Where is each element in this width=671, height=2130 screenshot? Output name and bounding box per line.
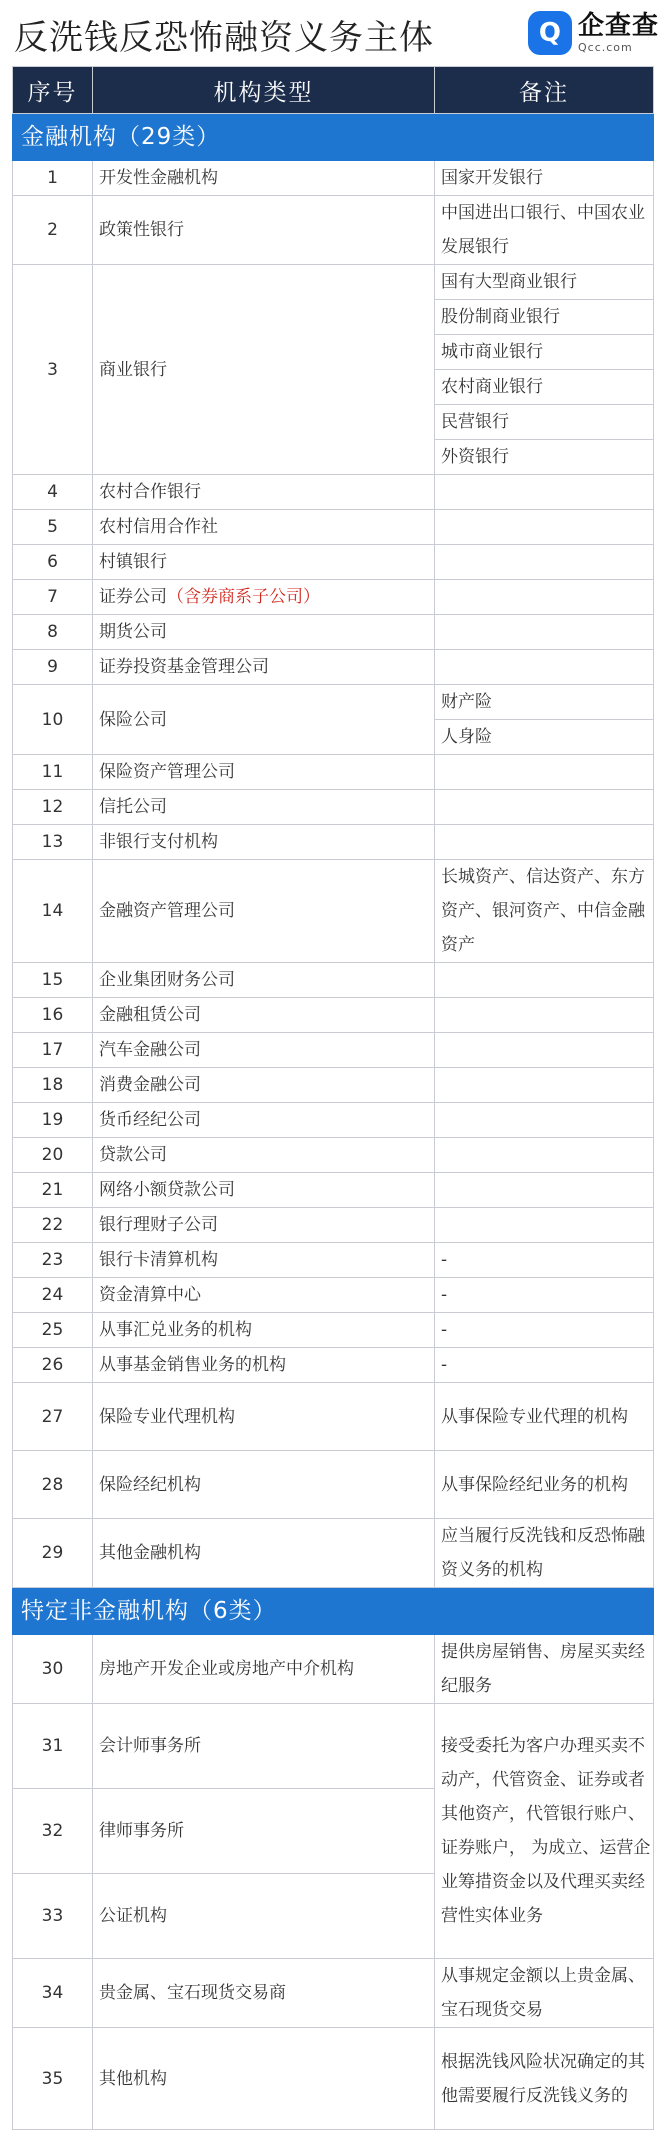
table-row [13, 1383, 654, 1451]
row-type [93, 1874, 435, 1959]
row-type-label: 金融租赁公司 [99, 1005, 201, 1025]
row-type [93, 1959, 435, 2028]
table-row [13, 1704, 654, 1789]
entities-table [12, 66, 654, 2130]
row-number: 23 [13, 1243, 93, 1278]
row-number: 24 [13, 1278, 93, 1313]
row-type-label: 证券投资基金管理公司 [99, 657, 269, 677]
row-type [93, 1313, 435, 1348]
row-note [435, 1103, 654, 1138]
row-type [93, 265, 435, 475]
table-row [13, 545, 654, 580]
row-type-label: 银行卡清算机构 [99, 1250, 218, 1270]
row-type [93, 1348, 435, 1383]
row-type-label: 信托公司 [99, 797, 167, 817]
section-header [13, 1588, 654, 1635]
row-number: 15 [13, 963, 93, 998]
table-row [13, 998, 654, 1033]
row-type [93, 545, 435, 580]
row-note [435, 755, 654, 790]
row-note [435, 615, 654, 650]
row-note-item: 外资银行 [441, 447, 509, 467]
row-type [93, 755, 435, 790]
row-type [93, 1243, 435, 1278]
table-row [13, 2028, 654, 2130]
row-type-label: 村镇银行 [99, 552, 167, 572]
table-row [13, 580, 654, 615]
table-row [13, 1451, 654, 1519]
header-notes: 备注 [435, 67, 654, 114]
row-note-item: 人身险 [441, 727, 492, 747]
row-note [435, 1033, 654, 1068]
row-type [93, 1138, 435, 1173]
row-type [93, 1451, 435, 1519]
row-note: 从事规定金额以上贵金属、宝石现货交易 [435, 1959, 654, 2028]
row-type-label: 保险资产管理公司 [99, 762, 235, 782]
row-type-label: 公证机构 [99, 1906, 167, 1926]
table-row [13, 790, 654, 825]
table-row [13, 615, 654, 650]
row-type [93, 825, 435, 860]
row-number: 19 [13, 1103, 93, 1138]
row-number: 1 [13, 161, 93, 196]
table-row [13, 265, 654, 475]
row-note: 从事保险经纪业务的机构 [435, 1451, 654, 1519]
section-title: 特定非金融机构（6类） [13, 1588, 654, 1635]
row-type-label: 农村合作银行 [99, 482, 201, 502]
row-number: 20 [13, 1138, 93, 1173]
row-note [435, 1138, 654, 1173]
row-note [435, 998, 654, 1033]
row-number: 26 [13, 1348, 93, 1383]
row-note [435, 475, 654, 510]
row-note [435, 790, 654, 825]
row-note [435, 1173, 654, 1208]
row-number: 13 [13, 825, 93, 860]
row-note: 根据洗钱风险状况确定的其他需要履行反洗钱义务的 [435, 2028, 654, 2130]
row-type-label: 网络小额贷款公司 [99, 1180, 235, 1200]
row-type-label: 商业银行 [99, 359, 167, 380]
row-type [93, 161, 435, 196]
table-row [13, 510, 654, 545]
row-notes [435, 265, 654, 475]
row-note [435, 580, 654, 615]
table-row [13, 825, 654, 860]
table-row [13, 161, 654, 196]
row-type [93, 650, 435, 685]
row-type [93, 1068, 435, 1103]
table-row [13, 1033, 654, 1068]
row-note-item: 财产险 [435, 685, 653, 720]
table-row [13, 1138, 654, 1173]
row-type [93, 1704, 435, 1789]
table-row [13, 1348, 654, 1383]
row-number: 10 [13, 685, 93, 755]
row-type-label: 保险经纪机构 [99, 1474, 201, 1495]
row-type [93, 475, 435, 510]
table-row [13, 1313, 654, 1348]
table-row [13, 650, 654, 685]
row-number: 27 [13, 1383, 93, 1451]
row-number: 12 [13, 790, 93, 825]
row-type-label: 会计师事务所 [99, 1736, 201, 1756]
row-number: 11 [13, 755, 93, 790]
table-row [13, 1243, 654, 1278]
row-type-label: 其他机构 [99, 2068, 167, 2089]
row-type [93, 790, 435, 825]
table-row [13, 1278, 654, 1313]
row-number: 30 [13, 1635, 93, 1704]
row-number: 2 [13, 196, 93, 265]
row-note-item: 城市商业银行 [435, 335, 653, 370]
row-type-label: 汽车金融公司 [99, 1040, 201, 1060]
row-note [435, 1068, 654, 1103]
table-row [13, 755, 654, 790]
row-number: 8 [13, 615, 93, 650]
row-number: 6 [13, 545, 93, 580]
qcc-logo-icon: Q [528, 11, 572, 55]
row-note: 国家开发银行 [435, 161, 654, 196]
row-note: 提供房屋销售、房屋买卖经纪服务 [435, 1635, 654, 1704]
row-type [93, 1278, 435, 1313]
row-note: 中国进出口银行、中国农业发展银行 [435, 196, 654, 265]
row-type [93, 580, 435, 615]
row-type [93, 998, 435, 1033]
row-type [93, 1173, 435, 1208]
row-number: 35 [13, 2028, 93, 2130]
row-type-label: 其他金融机构 [99, 1543, 201, 1563]
row-note: - [435, 1348, 654, 1383]
row-note: 长城资产、信达资产、东方资产、银河资产、中信金融资产 [435, 860, 654, 963]
row-number: 7 [13, 580, 93, 615]
row-note-item: 农村商业银行 [435, 370, 653, 405]
row-number: 9 [13, 650, 93, 685]
row-note: - [435, 1243, 654, 1278]
row-number: 25 [13, 1313, 93, 1348]
table-row [13, 196, 654, 265]
table-row [13, 1635, 654, 1704]
row-type [93, 2028, 435, 2130]
row-number: 21 [13, 1173, 93, 1208]
logo-domain: Qcc.com [577, 41, 633, 54]
row-note: 应当履行反洗钱和反恐怖融资义务的机构 [435, 1519, 654, 1588]
row-number: 16 [13, 998, 93, 1033]
row-type-highlight: （含券商系子公司） [167, 587, 320, 607]
table-row [13, 1519, 654, 1588]
section-header [13, 114, 654, 161]
row-type-label: 贵金属、宝石现货交易商 [99, 1983, 286, 2003]
row-number: 22 [13, 1208, 93, 1243]
header-type: 机构类型 [93, 67, 435, 114]
row-note: - [435, 1278, 654, 1313]
row-note [435, 510, 654, 545]
row-type [93, 1519, 435, 1588]
row-number: 34 [13, 1959, 93, 2028]
header-num: 序号 [13, 67, 93, 114]
row-type-label: 消费金融公司 [99, 1075, 201, 1095]
row-type-label: 律师事务所 [99, 1821, 184, 1841]
row-type-label: 银行理财子公司 [99, 1215, 218, 1235]
row-number: 5 [13, 510, 93, 545]
row-type-label: 金融资产管理公司 [99, 901, 235, 921]
row-number: 17 [13, 1033, 93, 1068]
row-type [93, 963, 435, 998]
row-type-label: 房地产开发企业或房地产中介机构 [99, 1659, 354, 1679]
row-type [93, 615, 435, 650]
row-type [93, 1789, 435, 1874]
row-note [435, 1208, 654, 1243]
row-type [93, 1033, 435, 1068]
table-row [13, 1103, 654, 1138]
row-number: 28 [13, 1451, 93, 1519]
table-row [13, 1959, 654, 2028]
row-type [93, 685, 435, 755]
row-type [93, 1103, 435, 1138]
row-type-label: 贷款公司 [99, 1145, 167, 1165]
row-note: 从事保险专业代理的机构 [435, 1383, 654, 1451]
row-type-label: 资金清算中心 [99, 1285, 201, 1305]
row-number: 3 [13, 265, 93, 475]
row-note [435, 650, 654, 685]
row-type [93, 1208, 435, 1243]
row-type [93, 1635, 435, 1704]
row-number: 29 [13, 1519, 93, 1588]
row-note-item: 国有大型商业银行 [435, 265, 653, 300]
row-type-label: 保险公司 [99, 709, 167, 730]
row-type-label: 政策性银行 [99, 220, 184, 240]
table-row [13, 685, 654, 755]
row-type [93, 196, 435, 265]
table-row [13, 1068, 654, 1103]
row-note-item: 股份制商业银行 [435, 300, 653, 335]
table-header [13, 67, 654, 114]
row-note-item: 民营银行 [435, 405, 653, 440]
row-note [435, 545, 654, 580]
row-type [93, 510, 435, 545]
qcc-logo [528, 8, 659, 58]
row-type-label: 期货公司 [99, 622, 167, 642]
row-type-label: 农村信用合作社 [99, 517, 218, 537]
row-type-label: 非银行支付机构 [99, 832, 218, 852]
logo-name: 企查查 [577, 11, 659, 41]
row-notes [435, 685, 654, 755]
section-title: 金融机构（29类） [13, 114, 654, 161]
row-number: 31 [13, 1704, 93, 1789]
row-type-label: 企业集团财务公司 [99, 970, 235, 990]
row-note [435, 963, 654, 998]
row-note [435, 825, 654, 860]
table-row [13, 963, 654, 998]
table-row [13, 1208, 654, 1243]
row-type-label: 从事基金销售业务的机构 [99, 1355, 286, 1375]
row-number: 14 [13, 860, 93, 963]
row-type [93, 860, 435, 963]
table-row [13, 860, 654, 963]
row-type-label: 货币经纪公司 [99, 1110, 201, 1130]
table-row [13, 475, 654, 510]
row-number: 33 [13, 1874, 93, 1959]
row-number: 4 [13, 475, 93, 510]
row-type-label: 保险专业代理机构 [99, 1406, 235, 1427]
row-type [93, 1383, 435, 1451]
row-type-label: 从事汇兑业务的机构 [99, 1320, 252, 1340]
row-number: 18 [13, 1068, 93, 1103]
row-type-label: 证券公司 [99, 587, 167, 607]
row-type-label: 开发性金融机构 [99, 168, 218, 188]
merged-note: 接受委托为客户办理买卖不动产，代管资金、证券或者其他资产，代管银行账户、证券账户， 为成立、运营企业筹措资金以及代理买卖经营性实体业务 [435, 1704, 654, 1959]
row-number: 32 [13, 1789, 93, 1874]
table-row [13, 1173, 654, 1208]
page-title: 反洗钱反恐怖融资义务主体 [14, 18, 434, 58]
row-note: - [435, 1313, 654, 1348]
